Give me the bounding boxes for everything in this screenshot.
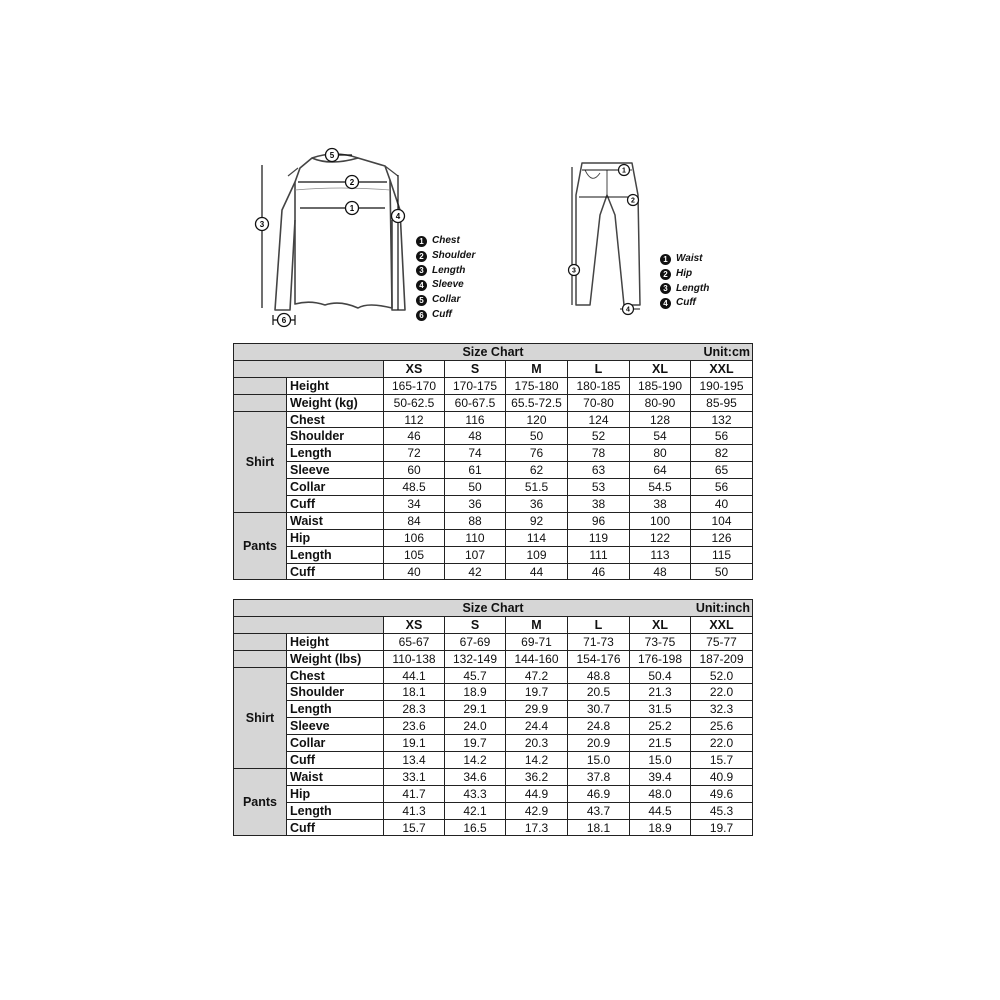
value-cell: 43.3	[445, 785, 506, 802]
table-row	[234, 512, 753, 529]
svg-text:3: 3	[259, 220, 265, 229]
table-row	[234, 684, 753, 701]
table-row	[234, 377, 753, 394]
value-cell: 29.9	[506, 701, 568, 718]
value-cell: 33.1	[384, 768, 445, 785]
svg-text:5: 5	[329, 151, 335, 160]
shirt-legend-item	[416, 264, 475, 279]
value-cell: 47.2	[506, 667, 568, 684]
value-cell: 78	[568, 445, 630, 462]
size-header: XS	[384, 360, 445, 377]
svg-text:4: 4	[395, 212, 401, 221]
value-cell: 180-185	[568, 377, 630, 394]
value-cell: 67-69	[445, 633, 506, 650]
value-cell: 107	[445, 546, 506, 563]
value-cell: 71-73	[568, 633, 630, 650]
value-cell: 29.1	[445, 701, 506, 718]
pants-legend-item	[660, 282, 709, 297]
value-cell: 48.5	[384, 479, 445, 496]
size-header: M	[506, 360, 568, 377]
table-title-cell	[234, 600, 753, 617]
row-label: Cuff	[287, 752, 384, 769]
value-cell: 19.1	[384, 735, 445, 752]
value-cell: 17.3	[506, 819, 568, 836]
row-label: Weight (lbs)	[287, 650, 384, 667]
row-label: Shoulder	[287, 684, 384, 701]
value-cell: 122	[630, 529, 691, 546]
value-cell: 20.3	[506, 735, 568, 752]
value-cell: 16.5	[445, 819, 506, 836]
svg-text:6: 6	[281, 316, 287, 325]
value-cell: 46	[384, 428, 445, 445]
value-cell: 40	[691, 496, 753, 513]
table-row	[234, 735, 753, 752]
value-cell: 176-198	[630, 650, 691, 667]
pants-legend-item	[660, 252, 709, 267]
value-cell: 50-62.5	[384, 394, 445, 411]
value-cell: 56	[691, 428, 753, 445]
shirt-marker-sleeve	[392, 210, 405, 223]
value-cell: 19.7	[506, 684, 568, 701]
value-cell: 40.9	[691, 768, 753, 785]
row-label: Length	[287, 445, 384, 462]
value-cell: 63	[568, 462, 630, 479]
value-cell: 85-95	[691, 394, 753, 411]
value-cell: 24.4	[506, 718, 568, 735]
value-cell: 92	[506, 512, 568, 529]
value-cell: 73-75	[630, 633, 691, 650]
value-cell: 48	[630, 563, 691, 580]
table-row	[234, 768, 753, 785]
row-label: Chest	[287, 411, 384, 428]
row-blank-cell	[234, 377, 287, 394]
value-cell: 30.7	[568, 701, 630, 718]
size-header-row	[234, 616, 753, 633]
header-blank-cell	[234, 360, 384, 377]
value-cell: 124	[568, 411, 630, 428]
value-cell: 50.4	[630, 667, 691, 684]
value-cell: 74	[445, 445, 506, 462]
svg-text:1: 1	[349, 204, 355, 213]
value-cell: 100	[630, 512, 691, 529]
number-badge-icon: 2	[416, 251, 427, 262]
value-cell: 44.1	[384, 667, 445, 684]
value-cell: 45.7	[445, 667, 506, 684]
row-label: Waist	[287, 768, 384, 785]
section-label: Pants	[234, 512, 287, 580]
pants-legend-item	[660, 296, 709, 311]
row-label: Length	[287, 802, 384, 819]
row-label: Waist	[287, 512, 384, 529]
number-badge-icon: 1	[416, 236, 427, 247]
value-cell: 185-190	[630, 377, 691, 394]
value-cell: 25.2	[630, 718, 691, 735]
pants-marker-hip	[628, 195, 639, 206]
table-row	[234, 546, 753, 563]
value-cell: 126	[691, 529, 753, 546]
value-cell: 120	[506, 411, 568, 428]
value-cell: 41.7	[384, 785, 445, 802]
shirt-legend-label: Collar	[432, 294, 461, 306]
row-blank-cell	[234, 633, 287, 650]
value-cell: 64	[630, 462, 691, 479]
value-cell: 112	[384, 411, 445, 428]
size-chart-table-inch	[233, 599, 753, 836]
row-label: Weight (kg)	[287, 394, 384, 411]
value-cell: 36.2	[506, 768, 568, 785]
row-label: Cuff	[287, 563, 384, 580]
section-label: Shirt	[234, 667, 287, 768]
unit-label: Unit:cm	[703, 345, 751, 359]
shirt-legend-label: Chest	[432, 235, 460, 246]
value-cell: 70-80	[568, 394, 630, 411]
value-cell: 54.5	[630, 479, 691, 496]
size-header: XXL	[691, 360, 753, 377]
pants-legend	[660, 252, 709, 311]
number-badge-icon: 1	[660, 254, 671, 265]
value-cell: 111	[568, 546, 630, 563]
value-cell: 21.5	[630, 735, 691, 752]
value-cell: 115	[691, 546, 753, 563]
value-cell: 106	[384, 529, 445, 546]
unit-label: Unit:inch	[695, 601, 751, 615]
value-cell: 80	[630, 445, 691, 462]
shirt-marker-chest	[346, 202, 359, 215]
value-cell: 104	[691, 512, 753, 529]
table-row	[234, 667, 753, 684]
value-cell: 132	[691, 411, 753, 428]
value-cell: 22.0	[691, 684, 753, 701]
value-cell: 170-175	[445, 377, 506, 394]
value-cell: 69-71	[506, 633, 568, 650]
shirt-marker-length	[256, 218, 269, 231]
table-body	[234, 600, 753, 836]
value-cell: 75-77	[691, 633, 753, 650]
svg-text:4: 4	[626, 306, 630, 314]
value-cell: 15.7	[691, 752, 753, 769]
value-cell: 65	[691, 462, 753, 479]
size-header: S	[445, 616, 506, 633]
value-cell: 14.2	[506, 752, 568, 769]
row-label: Hip	[287, 785, 384, 802]
value-cell: 46	[568, 563, 630, 580]
row-label: Height	[287, 377, 384, 394]
value-cell: 52.0	[691, 667, 753, 684]
value-cell: 24.0	[445, 718, 506, 735]
value-cell: 154-176	[568, 650, 630, 667]
value-cell: 28.3	[384, 701, 445, 718]
size-header: XS	[384, 616, 445, 633]
row-label: Collar	[287, 479, 384, 496]
shirt-legend-label: Cuff	[432, 308, 452, 320]
value-cell: 44.9	[506, 785, 568, 802]
value-cell: 56	[691, 479, 753, 496]
value-cell: 15.0	[630, 752, 691, 769]
svg-text:1: 1	[622, 167, 626, 175]
shirt-legend-item	[416, 278, 475, 293]
value-cell: 39.4	[630, 768, 691, 785]
value-cell: 21.3	[630, 684, 691, 701]
value-cell: 19.7	[445, 735, 506, 752]
value-cell: 51.5	[506, 479, 568, 496]
table-row	[234, 802, 753, 819]
size-header: M	[506, 616, 568, 633]
value-cell: 18.1	[568, 819, 630, 836]
row-label: Cuff	[287, 496, 384, 513]
table-title: Size Chart	[462, 344, 524, 359]
shirt-marker-collar	[326, 149, 339, 162]
value-cell: 110	[445, 529, 506, 546]
value-cell: 53	[568, 479, 630, 496]
value-cell: 45.3	[691, 802, 753, 819]
table-row	[234, 496, 753, 513]
value-cell: 43.7	[568, 802, 630, 819]
value-cell: 22.0	[691, 735, 753, 752]
value-cell: 84	[384, 512, 445, 529]
shirt-legend-label: Length	[432, 264, 466, 276]
value-cell: 165-170	[384, 377, 445, 394]
row-label: Shoulder	[287, 428, 384, 445]
svg-text:2: 2	[631, 197, 635, 205]
row-label: Collar	[287, 735, 384, 752]
value-cell: 31.5	[630, 701, 691, 718]
value-cell: 42	[445, 563, 506, 580]
size-header: S	[445, 360, 506, 377]
value-cell: 65-67	[384, 633, 445, 650]
value-cell: 20.5	[568, 684, 630, 701]
size-chart-table-cm	[233, 343, 753, 580]
table-row	[234, 479, 753, 496]
pants-marker-waist	[619, 165, 630, 176]
svg-text:2: 2	[349, 178, 355, 187]
table-row	[234, 462, 753, 479]
value-cell: 48	[445, 428, 506, 445]
value-cell: 132-149	[445, 650, 506, 667]
number-badge-icon: 3	[660, 283, 671, 294]
value-cell: 14.2	[445, 752, 506, 769]
value-cell: 114	[506, 529, 568, 546]
value-cell: 72	[384, 445, 445, 462]
table-row	[234, 529, 753, 546]
value-cell: 34.6	[445, 768, 506, 785]
section-label: Pants	[234, 768, 287, 836]
value-cell: 37.8	[568, 768, 630, 785]
table-row	[234, 819, 753, 836]
value-cell: 18.9	[445, 684, 506, 701]
table-row	[234, 563, 753, 580]
value-cell: 105	[384, 546, 445, 563]
value-cell: 60	[384, 462, 445, 479]
table-row	[234, 752, 753, 769]
value-cell: 50	[691, 563, 753, 580]
value-cell: 54	[630, 428, 691, 445]
value-cell: 41.3	[384, 802, 445, 819]
value-cell: 61	[445, 462, 506, 479]
table-title: Size Chart	[462, 600, 524, 615]
value-cell: 46.9	[568, 785, 630, 802]
value-cell: 116	[445, 411, 506, 428]
section-label: Shirt	[234, 411, 287, 512]
value-cell: 38	[630, 496, 691, 513]
value-cell: 44	[506, 563, 568, 580]
value-cell: 38	[568, 496, 630, 513]
value-cell: 62	[506, 462, 568, 479]
value-cell: 23.6	[384, 718, 445, 735]
number-badge-icon: 5	[416, 295, 427, 306]
value-cell: 187-209	[691, 650, 753, 667]
number-badge-icon: 3	[416, 265, 427, 276]
value-cell: 175-180	[506, 377, 568, 394]
svg-text:3: 3	[572, 267, 576, 275]
shirt-legend-item	[416, 308, 475, 323]
table-row	[234, 633, 753, 650]
value-cell: 96	[568, 512, 630, 529]
value-cell: 109	[506, 546, 568, 563]
row-label: Hip	[287, 529, 384, 546]
table-row	[234, 650, 753, 667]
value-cell: 20.9	[568, 735, 630, 752]
shirt-marker-shoulder	[346, 176, 359, 189]
row-label: Sleeve	[287, 718, 384, 735]
value-cell: 50	[445, 479, 506, 496]
pants-marker-length	[569, 265, 580, 276]
shirt-legend-label: Shoulder	[432, 249, 476, 261]
pants-legend-item	[660, 267, 709, 282]
value-cell: 18.1	[384, 684, 445, 701]
value-cell: 19.7	[691, 819, 753, 836]
value-cell: 48.8	[568, 667, 630, 684]
number-badge-icon: 6	[416, 310, 427, 321]
value-cell: 49.6	[691, 785, 753, 802]
table-row	[234, 785, 753, 802]
value-cell: 48.0	[630, 785, 691, 802]
value-cell: 42.1	[445, 802, 506, 819]
value-cell: 40	[384, 563, 445, 580]
table-row	[234, 701, 753, 718]
pants-legend-label: Length	[676, 282, 710, 294]
size-header: XL	[630, 616, 691, 633]
value-cell: 24.8	[568, 718, 630, 735]
value-cell: 36	[506, 496, 568, 513]
size-header-row	[234, 360, 753, 377]
shirt-legend-item	[416, 234, 475, 249]
value-cell: 65.5-72.5	[506, 394, 568, 411]
size-header: XXL	[691, 616, 753, 633]
table-title-cell	[234, 344, 753, 361]
table-row	[234, 428, 753, 445]
table-row	[234, 411, 753, 428]
number-badge-icon: 2	[660, 269, 671, 280]
value-cell: 110-138	[384, 650, 445, 667]
value-cell: 36	[445, 496, 506, 513]
value-cell: 15.0	[568, 752, 630, 769]
value-cell: 119	[568, 529, 630, 546]
shirt-marker-cuff	[278, 314, 291, 327]
value-cell: 25.6	[691, 718, 753, 735]
row-label: Length	[287, 546, 384, 563]
row-label: Height	[287, 633, 384, 650]
row-label: Chest	[287, 667, 384, 684]
row-blank-cell	[234, 650, 287, 667]
table-row	[234, 445, 753, 462]
pants-marker-cuff	[623, 304, 634, 315]
value-cell: 34	[384, 496, 445, 513]
value-cell: 13.4	[384, 752, 445, 769]
number-badge-icon: 4	[660, 298, 671, 309]
value-cell: 60-67.5	[445, 394, 506, 411]
value-cell: 128	[630, 411, 691, 428]
value-cell: 190-195	[691, 377, 753, 394]
value-cell: 52	[568, 428, 630, 445]
pants-legend-label: Waist	[676, 253, 703, 264]
value-cell: 113	[630, 546, 691, 563]
shirt-legend	[416, 234, 475, 323]
pants-legend-label: Cuff	[676, 297, 696, 309]
header-blank-cell	[234, 616, 384, 633]
number-badge-icon: 4	[416, 280, 427, 291]
table-body	[234, 344, 753, 580]
shirt-legend-item	[416, 293, 475, 308]
value-cell: 82	[691, 445, 753, 462]
value-cell: 32.3	[691, 701, 753, 718]
value-cell: 50	[506, 428, 568, 445]
value-cell: 15.7	[384, 819, 445, 836]
size-header: L	[568, 616, 630, 633]
table-row	[234, 394, 753, 411]
shirt-legend-label: Sleeve	[432, 279, 464, 291]
value-cell: 44.5	[630, 802, 691, 819]
row-label: Sleeve	[287, 462, 384, 479]
value-cell: 76	[506, 445, 568, 462]
value-cell: 18.9	[630, 819, 691, 836]
shirt-legend-item	[416, 249, 475, 264]
row-label: Cuff	[287, 819, 384, 836]
title-row	[234, 344, 753, 361]
table-row	[234, 718, 753, 735]
size-header: XL	[630, 360, 691, 377]
value-cell: 80-90	[630, 394, 691, 411]
pants-legend-label: Hip	[676, 267, 693, 279]
value-cell: 144-160	[506, 650, 568, 667]
value-cell: 42.9	[506, 802, 568, 819]
row-label: Length	[287, 701, 384, 718]
title-row	[234, 600, 753, 617]
value-cell: 88	[445, 512, 506, 529]
size-header: L	[568, 360, 630, 377]
pants-diagram	[560, 155, 650, 320]
row-blank-cell	[234, 394, 287, 411]
